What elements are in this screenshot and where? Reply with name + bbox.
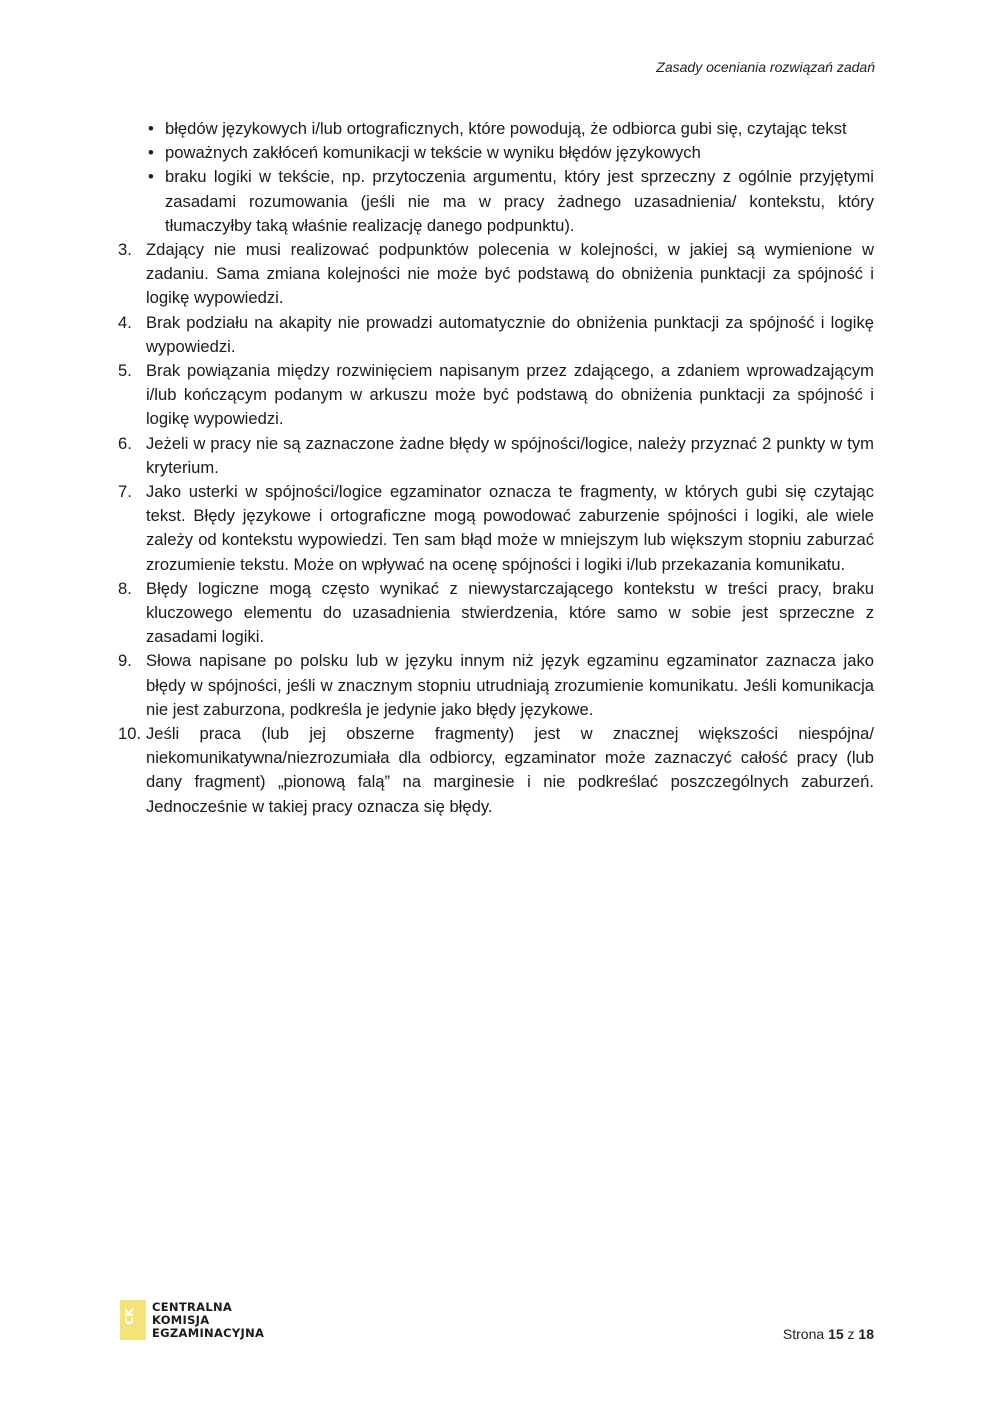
logo-line: KOMISJA xyxy=(152,1312,210,1327)
item-text: Jeżeli w pracy nie są zaznaczone żadne błędy w spójności/logice, należy przyznać 2 punkty w tym kryterium. xyxy=(146,433,874,477)
item-number: 6. xyxy=(118,433,132,453)
logo-mark-text: CK xyxy=(122,1308,136,1325)
list-item xyxy=(118,480,874,577)
item-text: Brak powiązania między rozwinięciem napisanym przez zdającego, a zdaniem wprowadzającym i/lub kończącym podanym w arkuszu może być podstawą do obniżenia punktacji za spójność i logikę wypowiedzi. xyxy=(146,361,874,429)
document-body xyxy=(118,117,874,819)
item-number: 10. xyxy=(118,724,142,744)
item-text: Brak podziału na akapity nie prowadzi automatycznie do obniżenia punktacji za spójność i logikę wypowiedzi. xyxy=(146,312,874,356)
bullet-item: • błędów językowych i/lub ortograficznych, które powodują, że odbiorca gubi się, czytając tekst xyxy=(148,117,874,141)
list-item xyxy=(118,722,874,819)
logo-text xyxy=(152,1301,264,1340)
item-text: Zdający nie musi realizować podpunktów polecenia w kolejności, w jakiej są wymienione w zadaniu. Sama zmiana kolejności nie może być podstawą do obniżenia punktacji za spójność i logikę wypowiedzi. xyxy=(146,240,874,308)
page-prefix: Strona xyxy=(782,1326,825,1342)
bullet-list xyxy=(118,117,874,238)
page-total: 18 xyxy=(858,1326,874,1342)
list-item xyxy=(118,432,874,480)
cke-logo xyxy=(120,1300,264,1340)
item-text: Błędy logiczne mogą często wynikać z niewystarczającego kontekstu w treści pracy, braku kluczowego elementu do uzasadnienia stwierdzenia, które samo w sobie jest sprzeczne z zasadami logiki. xyxy=(146,578,874,647)
list-item xyxy=(118,311,874,359)
running-header: Zasady oceniania rozwiązań zadań xyxy=(656,59,875,75)
list-item xyxy=(118,359,874,432)
page-current: 15 xyxy=(828,1326,844,1342)
item-number: 4. xyxy=(118,312,132,332)
item-number: 7. xyxy=(118,482,132,502)
list-item xyxy=(118,238,874,311)
logo-line: CENTRALNA xyxy=(152,1299,233,1314)
page-separator: z xyxy=(847,1326,855,1342)
item-number: 5. xyxy=(118,361,132,381)
bullet-item: • braku logiki w tekście, np. przytoczenia argumentu, który jest sprzeczny z ogólnie przyjętymi zasadami rozumowania (jeśli nie ma w pracy żadnego uzasadnienia/ kontekstu, który tłumaczyłby taką właśnie realizację danego podpunktu). xyxy=(148,165,874,238)
item-number: 9. xyxy=(118,651,132,671)
item-number: 8. xyxy=(118,578,132,598)
logo-mark-icon xyxy=(120,1300,146,1340)
list-item xyxy=(118,649,874,722)
item-text: Jeśli praca (lub jej obszerne fragmenty) jest w znacznej większości niespójna/ niekomunikatywna/niezrozumiała dla odbiorcy, egzaminator może zaznaczyć całość pracy (lub dany fragment) „pionową falą” na marginesie i nie podkreślać poszczególnych zaburzeń. Jednocześnie w takiej pracy oznacza się błędy. xyxy=(146,724,874,816)
item-text: Słowa napisane po polsku lub w języku innym niż język egzaminu egzaminator zaznacza jako błędy w spójności, jeśli w znacznym stopniu utrudniają zrozumienie komunikatu. Jeśli komunikacja nie jest zaburzona, podkreśla je jedynie jako błędy językowe. xyxy=(146,651,874,719)
item-text: Jako usterki w spójności/logice egzaminator oznacza te fragmenty, w których gubi się czytając tekst. Błędy językowe i ortograficzne mogą powodować zaburzenie spójności i logiki, ale wiele zależy od kontekstu wypowiedzi. Ten sam błąd może w mniejszym lub większym stopniu zaburzać zrozumienie tekstu. Może on wpływać na ocenę spójności i logiki i/lub przekazania komunikatu. xyxy=(146,482,874,574)
numbered-list xyxy=(118,238,874,819)
page-number xyxy=(783,1326,874,1342)
item-number: 3. xyxy=(118,240,132,260)
bullet-item: • poważnych zakłóceń komunikacji w tekście w wyniku błędów językowych xyxy=(148,141,874,165)
logo-line: EGZAMINACYJNA xyxy=(152,1325,265,1340)
list-item xyxy=(118,577,874,650)
